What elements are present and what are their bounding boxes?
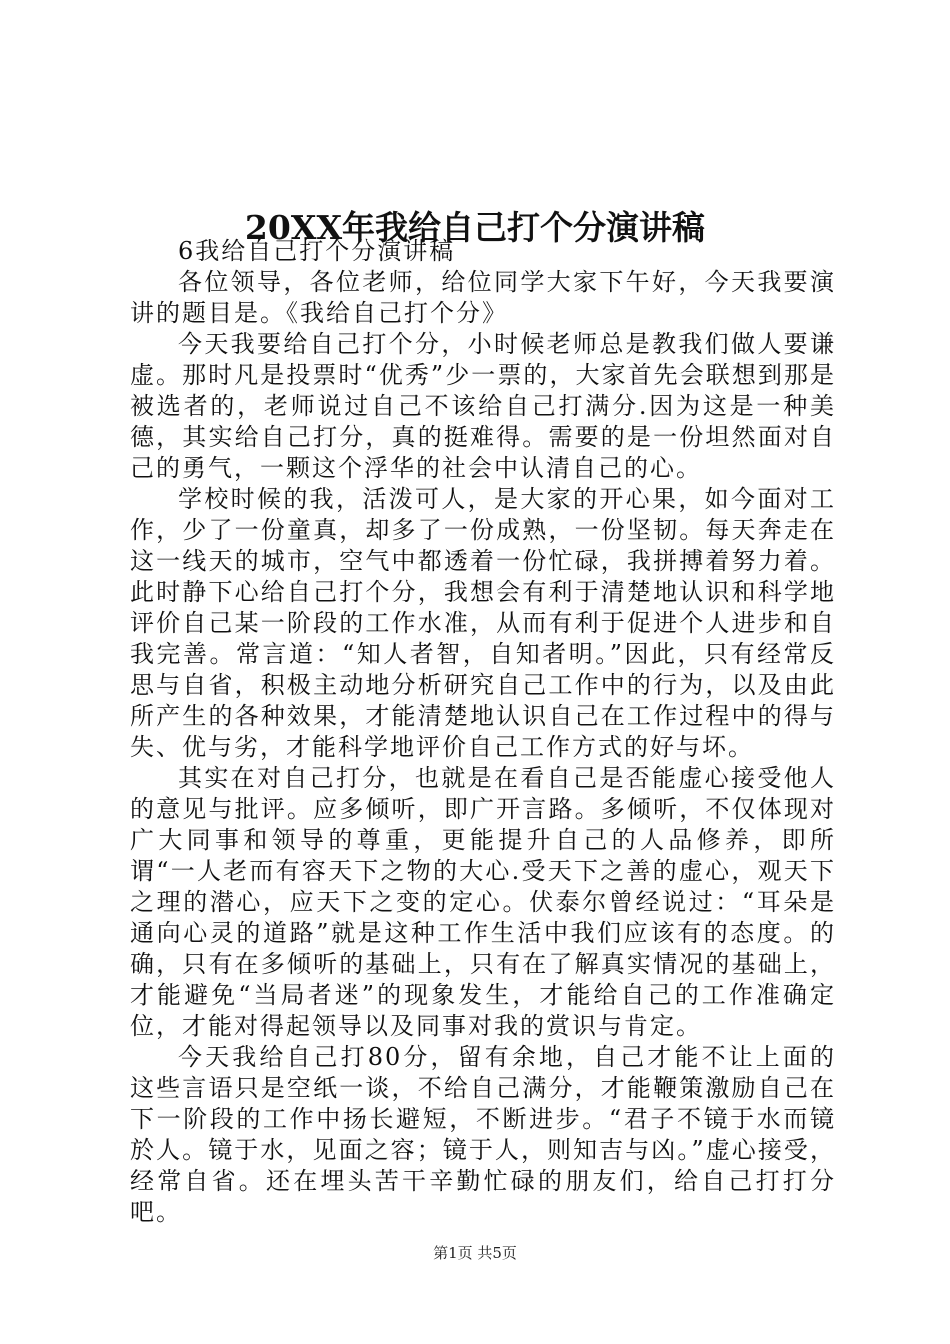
paragraph-subtitle: 6我给自己打个分演讲稿: [178, 237, 456, 265]
paragraph-listening: 其实在对自己打分，也就是在看自己是否能虚心接受他人的意见与批评。应多倾听，即广开言路。多倾听，不仅体现对广大同事和领导的尊重，更能提升自己的人品修养，即所谓“一人老而有容天下之物的大心.受天下之善的虚心，观天下之理的潜心，应天下之变的定心。伏泰尔曾经说过：“耳朵是通向心灵的道路”就是这种工作生活中我们应该有的态度。的确，只有在多倾听的基础上，只有在了解真实情况的基础上，才能避免“当局者迷”的现象发生，才能给自己的工作准确定位，才能对得起领导以及同事对我的赏识与肯定。: [130, 764, 836, 1040]
paragraph-greeting: 各位领导，各位老师，给位同学大家下午好，今天我要演讲的题目是。《我给自己打个分》: [130, 268, 836, 327]
document-body: [130, 236, 836, 1228]
paragraph-self-score: 今天我给自己打80分，留有余地，自己才能不让上面的这些言语只是空纸一谈，不给自己满分，才能鞭策激励自己在下一阶段的工作中扬长避短，不断进步。“君子不镜于水而镜於人。镜于水，见面之容；镜于人，则知吉与凶。”虚心接受，经常自省。还在埋头苦干辛勤忙碌的朋友们，给自己打打分吧。: [130, 1043, 836, 1226]
page-number-footer: 第1页 共5页: [433, 1244, 517, 1262]
paragraph-modesty: 今天我要给自己打个分，小时候老师总是教我们做人要谦虚。那时凡是投票时“优秀”少一票的，大家首先会联想到那是被选者的，老师说过自己不该给自己打满分.因为这是一种美德，其实给自己打分，真的挺难得。需要的是一份坦然面对自己的勇气，一颗这个浮华的社会中认清自己的心。: [130, 330, 836, 482]
paragraph-work-reflection: 学校时候的我，活泼可人，是大家的开心果，如今面对工作，少了一份童真，却多了一份成熟，一份坚韧。每天奔走在这一线天的城市，空气中都透着一份忙碌，我拼搏着努力着。此时静下心给自己打个分，我想会有利于清楚地认识和科学地评价自己某一阶段的工作水准，从而有利于促进个人进步和自我完善。常言道：“知人者智，自知者明。”因此，只有经常反思与自省，积极主动地分析研究自己工作中的行为，以及由此所产生的各种效果，才能清楚地认识自己在工作过程中的得与失、优与劣，才能科学地评价自己工作方式的好与坏。: [130, 485, 836, 761]
document-title: 20XX年我给自己打个分演讲稿: [244, 208, 706, 248]
